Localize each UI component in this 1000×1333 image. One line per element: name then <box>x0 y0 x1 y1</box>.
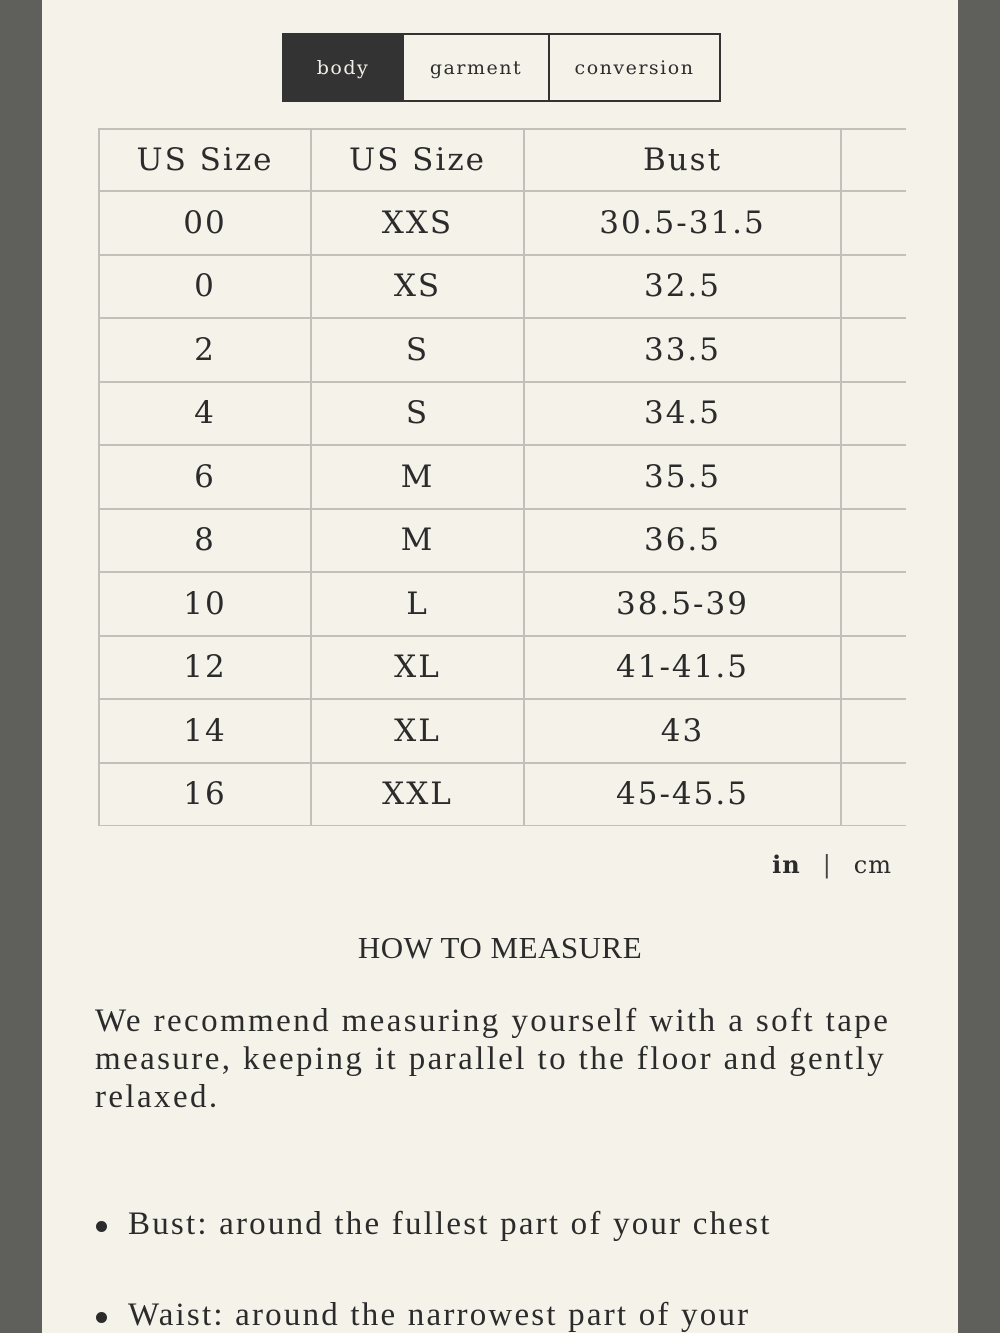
table-cell <box>841 636 906 700</box>
tab-garment[interactable]: garment <box>402 35 548 100</box>
table-cell: 38.5-39 <box>524 572 841 636</box>
table-cell: 30.5-31.5 <box>524 191 841 255</box>
unit-toggle <box>772 850 892 879</box>
list-item: Waist: around the narrowest part of your <box>95 1291 955 1333</box>
table-cell <box>841 255 906 319</box>
table-cell <box>841 763 906 827</box>
table-cell: 14 <box>99 699 311 763</box>
table-cell: 16 <box>99 763 311 827</box>
size-table-scroll-area[interactable] <box>98 128 906 826</box>
table-cell <box>841 572 906 636</box>
header-us-size-numeric: US Size <box>99 129 311 191</box>
table-cell: L <box>311 572 524 636</box>
unit-separator: | <box>822 850 832 879</box>
how-to-measure-heading: HOW TO MEASURE <box>357 930 643 965</box>
unit-inches-option[interactable]: in <box>772 850 801 879</box>
table-row <box>99 318 906 382</box>
table-cell: XXS <box>311 191 524 255</box>
table-cell: XL <box>311 636 524 700</box>
table-cell: 0 <box>99 255 311 319</box>
measure-intro-text: We recommend measuring yourself with a soft tape measure, keeping it parallel to the floor and gently relaxed. <box>95 1003 891 1115</box>
table-cell: 35.5 <box>524 445 841 509</box>
table-cell: 36.5 <box>524 509 841 573</box>
table-cell <box>841 318 906 382</box>
header-next-column <box>841 129 906 191</box>
table-row <box>99 699 906 763</box>
header-us-size-letter: US Size <box>311 129 524 191</box>
table-row <box>99 382 906 446</box>
measure-instructions-list <box>95 1200 955 1333</box>
table-cell: S <box>311 318 524 382</box>
table-cell: 8 <box>99 509 311 573</box>
table-cell: M <box>311 445 524 509</box>
table-cell: XS <box>311 255 524 319</box>
table-cell <box>841 191 906 255</box>
size-guide-panel <box>42 0 958 1333</box>
tab-body[interactable]: body <box>284 35 402 100</box>
table-row <box>99 763 906 827</box>
table-cell: 41-41.5 <box>524 636 841 700</box>
table-cell: 34.5 <box>524 382 841 446</box>
table-cell <box>841 509 906 573</box>
table-cell <box>841 699 906 763</box>
table-cell: XL <box>311 699 524 763</box>
table-cell: 2 <box>99 318 311 382</box>
table-row <box>99 636 906 700</box>
table-cell: 12 <box>99 636 311 700</box>
table-cell: 32.5 <box>524 255 841 319</box>
table-cell <box>841 445 906 509</box>
table-cell: S <box>311 382 524 446</box>
table-cell: 00 <box>99 191 311 255</box>
table-cell: 45-45.5 <box>524 763 841 827</box>
header-bust: Bust <box>524 129 841 191</box>
table-cell: 10 <box>99 572 311 636</box>
table-row <box>99 445 906 509</box>
table-cell: XXL <box>311 763 524 827</box>
table-row <box>99 255 906 319</box>
table-header-row <box>99 129 906 191</box>
unit-centimeters-option[interactable]: cm <box>853 850 892 879</box>
table-row <box>99 191 906 255</box>
table-cell: 4 <box>99 382 311 446</box>
table-cell <box>841 382 906 446</box>
table-cell: M <box>311 509 524 573</box>
measurement-tabs <box>282 33 721 102</box>
table-row <box>99 509 906 573</box>
table-cell: 33.5 <box>524 318 841 382</box>
tab-conversion[interactable]: conversion <box>548 35 719 100</box>
table-cell: 43 <box>524 699 841 763</box>
size-table <box>98 128 906 826</box>
table-cell: 6 <box>99 445 311 509</box>
list-item: Bust: around the fullest part of your chest <box>95 1200 955 1291</box>
table-row <box>99 572 906 636</box>
